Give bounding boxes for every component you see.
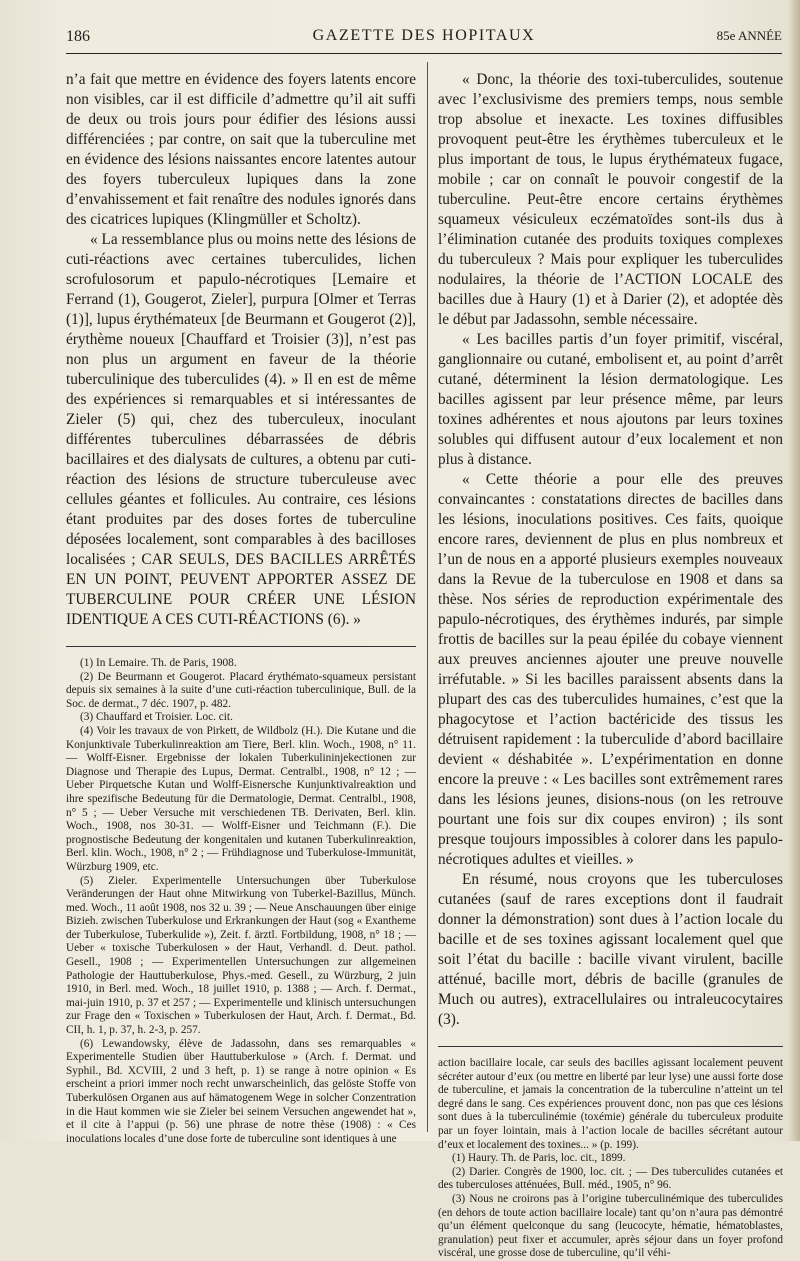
year-label: 85e ANNÉE [716,28,782,43]
right-column [438,70,783,1261]
page-number: 186 [66,28,90,45]
footnote-right-3: (3) Nous ne croirons pas à l’origine tuberculinémique des tuberculides (en dehors de toute action bacillaire locale) tant qu’on n’aura pas démontré qu’un élément quelconque du sang (leucocyte, hématie, hématoblastes, granulation) peut fixer et accumuler, après séjour dans un foyer profond viscéral, une grosse dose de tuberculine, qu’il véhi- [438,1192,783,1260]
right-paragraph-2: « Les bacilles partis d’un foyer primitif, viscéral, ganglionnaire ou cutané, embolisent et, au point d’arrêt cutané, déterminent la lésion dermatologique. Les bacilles agissent par leur présence même, par leurs toxines adhérentes et nous ajoutons par leurs toxines solubles qui diffusent autour d’eux localement et non plus à distance. [438,331,783,468]
journal-title: GAZETTE DES HOPITAUX [312,27,536,44]
left-paragraph-2: « La ressemblance plus ou moins nette des lésions de cuti-réactions avec certaines tuberculides, lichen scrofulosorum et papulo-nécrotiques [Lemaire et Ferrand (1), Gougerot, Zieler], purpura [Olmer et Terras (1)], lupus érythémateux [de Beurmann et Gougerot (2)], érythème noueux [Chauffard et Troisier (3)], n’est pas non plus un argument en faveur de la théorie tuberculinique des tuberculides (4). » Il en est de même des expériences si remarquables et si intéressantes de Zieler (5) qui, chez des tuberculeux, inoculant différentes tuberculines débarrassées de débris bacillaires et des dialysats de cultures, a obtenu par cuti-réaction des lésions de structure tuberculeuse avec cellules géantes et follicules. Au contraire, ces lésions étant produites par des doses fortes de tuberculine déposées localement, sont comparables à des bacilloses localisées ; CAR SEULS, DES BACILLES ARRÊTÉS EN UN POINT, PEUVENT APPORTER ASSEZ DE TUBERCULINE POUR CRÉER UNE LÉSION IDENTIQUE A CES CUTI-RÉACTIONS (6). » [66,231,416,628]
right-paragraph-1: « Donc, la théorie des toxi-tuberculides, soutenue avec l’exclusivisme des premiers temps, nous semble trop absolue et inexacte. Les toxines diffusibles provoquent peut-être les érythèmes tuberculeux et le plus important de tous, le lupus érythémateux fugace, mobile ; car on connaît le pouvoir congestif de la tuberculine. Peut-être encore certains érythèmes squameux vésiculeux eczématoïdes sont-ils dus à l’élimination cutanée des produits toxiques complexes du tuberculeux ? Mais pour expliquer les tuberculides nodulaires, la théorie de l’ACTION LOCALE des bacilles due à Haury (1) et à Darier (2), et adoptée dès le début par Jadassohn, semble nécessaire. [438,71,783,328]
left-footnote-rule [66,646,416,647]
footnote-left-4: (4) Voir les travaux de von Pirkett, de Wildbolz (H.). Die Kutane und die Konjunktivale Tuberkulinreaktion am Tiere, Berl. klin. Woch., 1908, n° 11. — Wolff-Eisner. Ergebnisse der lokalen Tuberkulininjekectionen zur Diagnose und Therapie des Lupus, Dermat. Centralbl., 1908, n° 12 ; — Ueber Pirquetsche Kutan und Wolff-Eisnersche Kunjunktivalreaktion und ihre spezifische Bedeutung für die Dermatologie, Dermat. Centralbl., 1908, n° 5 ; — Ueber Versuche mit verschiedenen TB. Derivaten, Berl. klin. Woch., 1908, nos 30-31. — Wolff-Eisner und Teichmann (F.). Die prognostische Bedeutung der kongenitalen und kutanen Tuberkulinreaktion, Berl. klin. Woch., 1908, n° 2 ; — Frühdiagnose und Tuberkulose-Immunität, Würzburg 1909, etc. [66,724,416,873]
left-column [66,70,416,1146]
footnote-left-1: (1) In Lemaire. Th. de Paris, 1908. [80,657,237,669]
left-body-text [66,70,416,630]
footnote-left-5: (5) Zieler. Experimentelle Untersuchungen über Tuberkulose Veränderungen der Haut ohne Mitwirkung von Tuberkel-Bazillus, Münch. med. Woch., 11 août 1908, nos 32 u. 39 ; — Neue Anschauungen über einige Bizieh. zwischen Tuberkulose und Erkrankungen der Haut (sog « Exantheme der Tuberkulose, Tuberkulide »), Zeit. f. ärztl. Fortbildung, 1908, n° 18 ; — Ueber « toxische Tuberkulosen » der Haut, Verhandl. d. Deut. pathol. Gesell., 1908 ; — Experimentellen Untersuchungen zur allgemeinen Pathologie der Hauttuberkulose, Phys.-med. Gesell., zu Würzburg, 2 juin 1910, in Berl. med. Woch., 18 juillet 1910, p. 1388 ; — Arch. f. Dermat., mai-juin 1910, p. 37 et 257 ; — Experimentelle und klinisch untersuchungen zur Frage den « Toxischen » Tuberkulosen der Haut, Arch. f. Dermat., Bd. CII, h. 1, p. 37, h. 2-3, p. 257. [66,874,416,1037]
right-footnote-rule [438,1046,783,1047]
footnote-left-6: (6) Lewandowsky, élève de Jadassohn, dans ses remarquables « Experimentelle Studien über Hauttuberkulose » (Arch. f. Dermat. und Syphil., Bd. XCVIII, 2 und 3 heft, p. 1) se range à notre opinion « Es erscheint a priori immer noch recht unwarscheinlich, das gelöste Stoffe von Tuberkulösen Organen aus auf hämatogenem Wege in solcher Conzentration in die Haut kommen wie sie Zieler bei seinem Versuchen angewendet hat », et il cite à l’appui (p. 56) une phrase de notre thèse (1908) : « Ces inoculations locales d’une dose forte de tuberculine sont identiques à une [66,1037,416,1145]
right-footnotes [438,1057,783,1261]
page-header [66,26,782,50]
footnote-left-2: (2) De Beurmann et Gougerot. Placard érythémato-squameux persistant depuis six semaines à la suite d’une cuti-réaction tuberculinique, Bull. de la Soc. de dermat., 7 déc. 1907, p. 482. [66,670,416,710]
page-edge-shadow [788,0,800,1141]
right-body-text [438,70,783,1030]
footnote-right-2: (2) Darier. Congrès de 1900, loc. cit. ; — Des tuberculides cutanées et des tuberculoses atténuées, Bull. méd., 1905, n° 96. [438,1165,783,1192]
header-rule [66,53,782,54]
footnote-left-3: (3) Chauffard et Troisier. Loc. cit. [80,711,233,724]
left-footnotes [66,657,416,1146]
footnote-right-continuation: action bacillaire locale, car seuls des bacilles agissant localement peuvent sécréter autour d’eux (ou mettre en liberté par leur lyse) une aussi forte dose de tuberculine, et jamais la concentration de la tuberculine n’atteint un tel degré dans le sang. Ces expériences prouvent donc, non pas que ces lésions sont dues à la tuberculinémie (toxémie) générale du tuberculeux produite par un foyer lointain, mais à l’action locale de bacilles sécrétant autour d’eux et localement des toxines... » (p. 199). [438,1057,783,1151]
column-divider [427,62,428,1132]
left-paragraph-1: n’a fait que mettre en évidence des foyers latents encore non visibles, car il est difficile d’admettre qu’il ait suffi de deux ou trois jours pour édifier des lésions aussi différenciées ; par contre, on sait que la tuberculine met en évidence des lésions naissantes encore latentes autour des foyers tuberculeux lupiques dans la zone d’envahissement et fait renaître des nodules ignorés dans des cicatrices lupiques (Klingmüller et Scholtz). [66,71,416,228]
right-paragraph-4: En résumé, nous croyons que les tuberculoses cutanées (sauf de rares exceptions dont il faudrait donner la démonstration) sont dues à l’action locale du bacille et de ses toxines agissant localement quel que soit l’état du bacille : bacille vivant virulent, bacille atténué, bacille mort, débris de bacille (granules de Much ou autres), extracellulaires ou intraleucocytaires (3). [438,871,783,1028]
right-paragraph-3: « Cette théorie a pour elle des preuves convaincantes : constatations directes de bacilles dans les lésions, inoculations positives. Ces faits, quoique encore rares, deviennent de plus en plus nombreux et l’un de nous en a apporté plusieurs exemples nouveaux dans la Revue de la tuberculose en 1908 et dans sa thèse. Nos séries de reproduction expérimentale des papulo-nécrotiques, des érythèmes indurés, par simple frottis de bacilles sur la peau épilée du cobaye viennent aux preuves anciennes ajouter une preuve nouvelle irréfutable. » Si les bacilles paraissent absents dans la plupart des cas des tuberculides humaines, c’est que la phagocytose et l’action bactéricide des tissus les détruisent rapidement : la tuberculide d’abord bacillaire devient « déshabitée ». L’expérimentation en donne encore la preuve : « Les bacilles sont extrêmement rares dans les lésions jeunes, disions-nous (on les retrouve pourtant une fois sur dix coupes environ) ; ils sont presque toujours impossibles à colorer dans les papulo-nécrotiques adultes et vieilles. » [438,471,783,868]
footnote-right-1: (1) Haury. Th. de Paris, loc. cit., 1899. [452,1152,626,1165]
